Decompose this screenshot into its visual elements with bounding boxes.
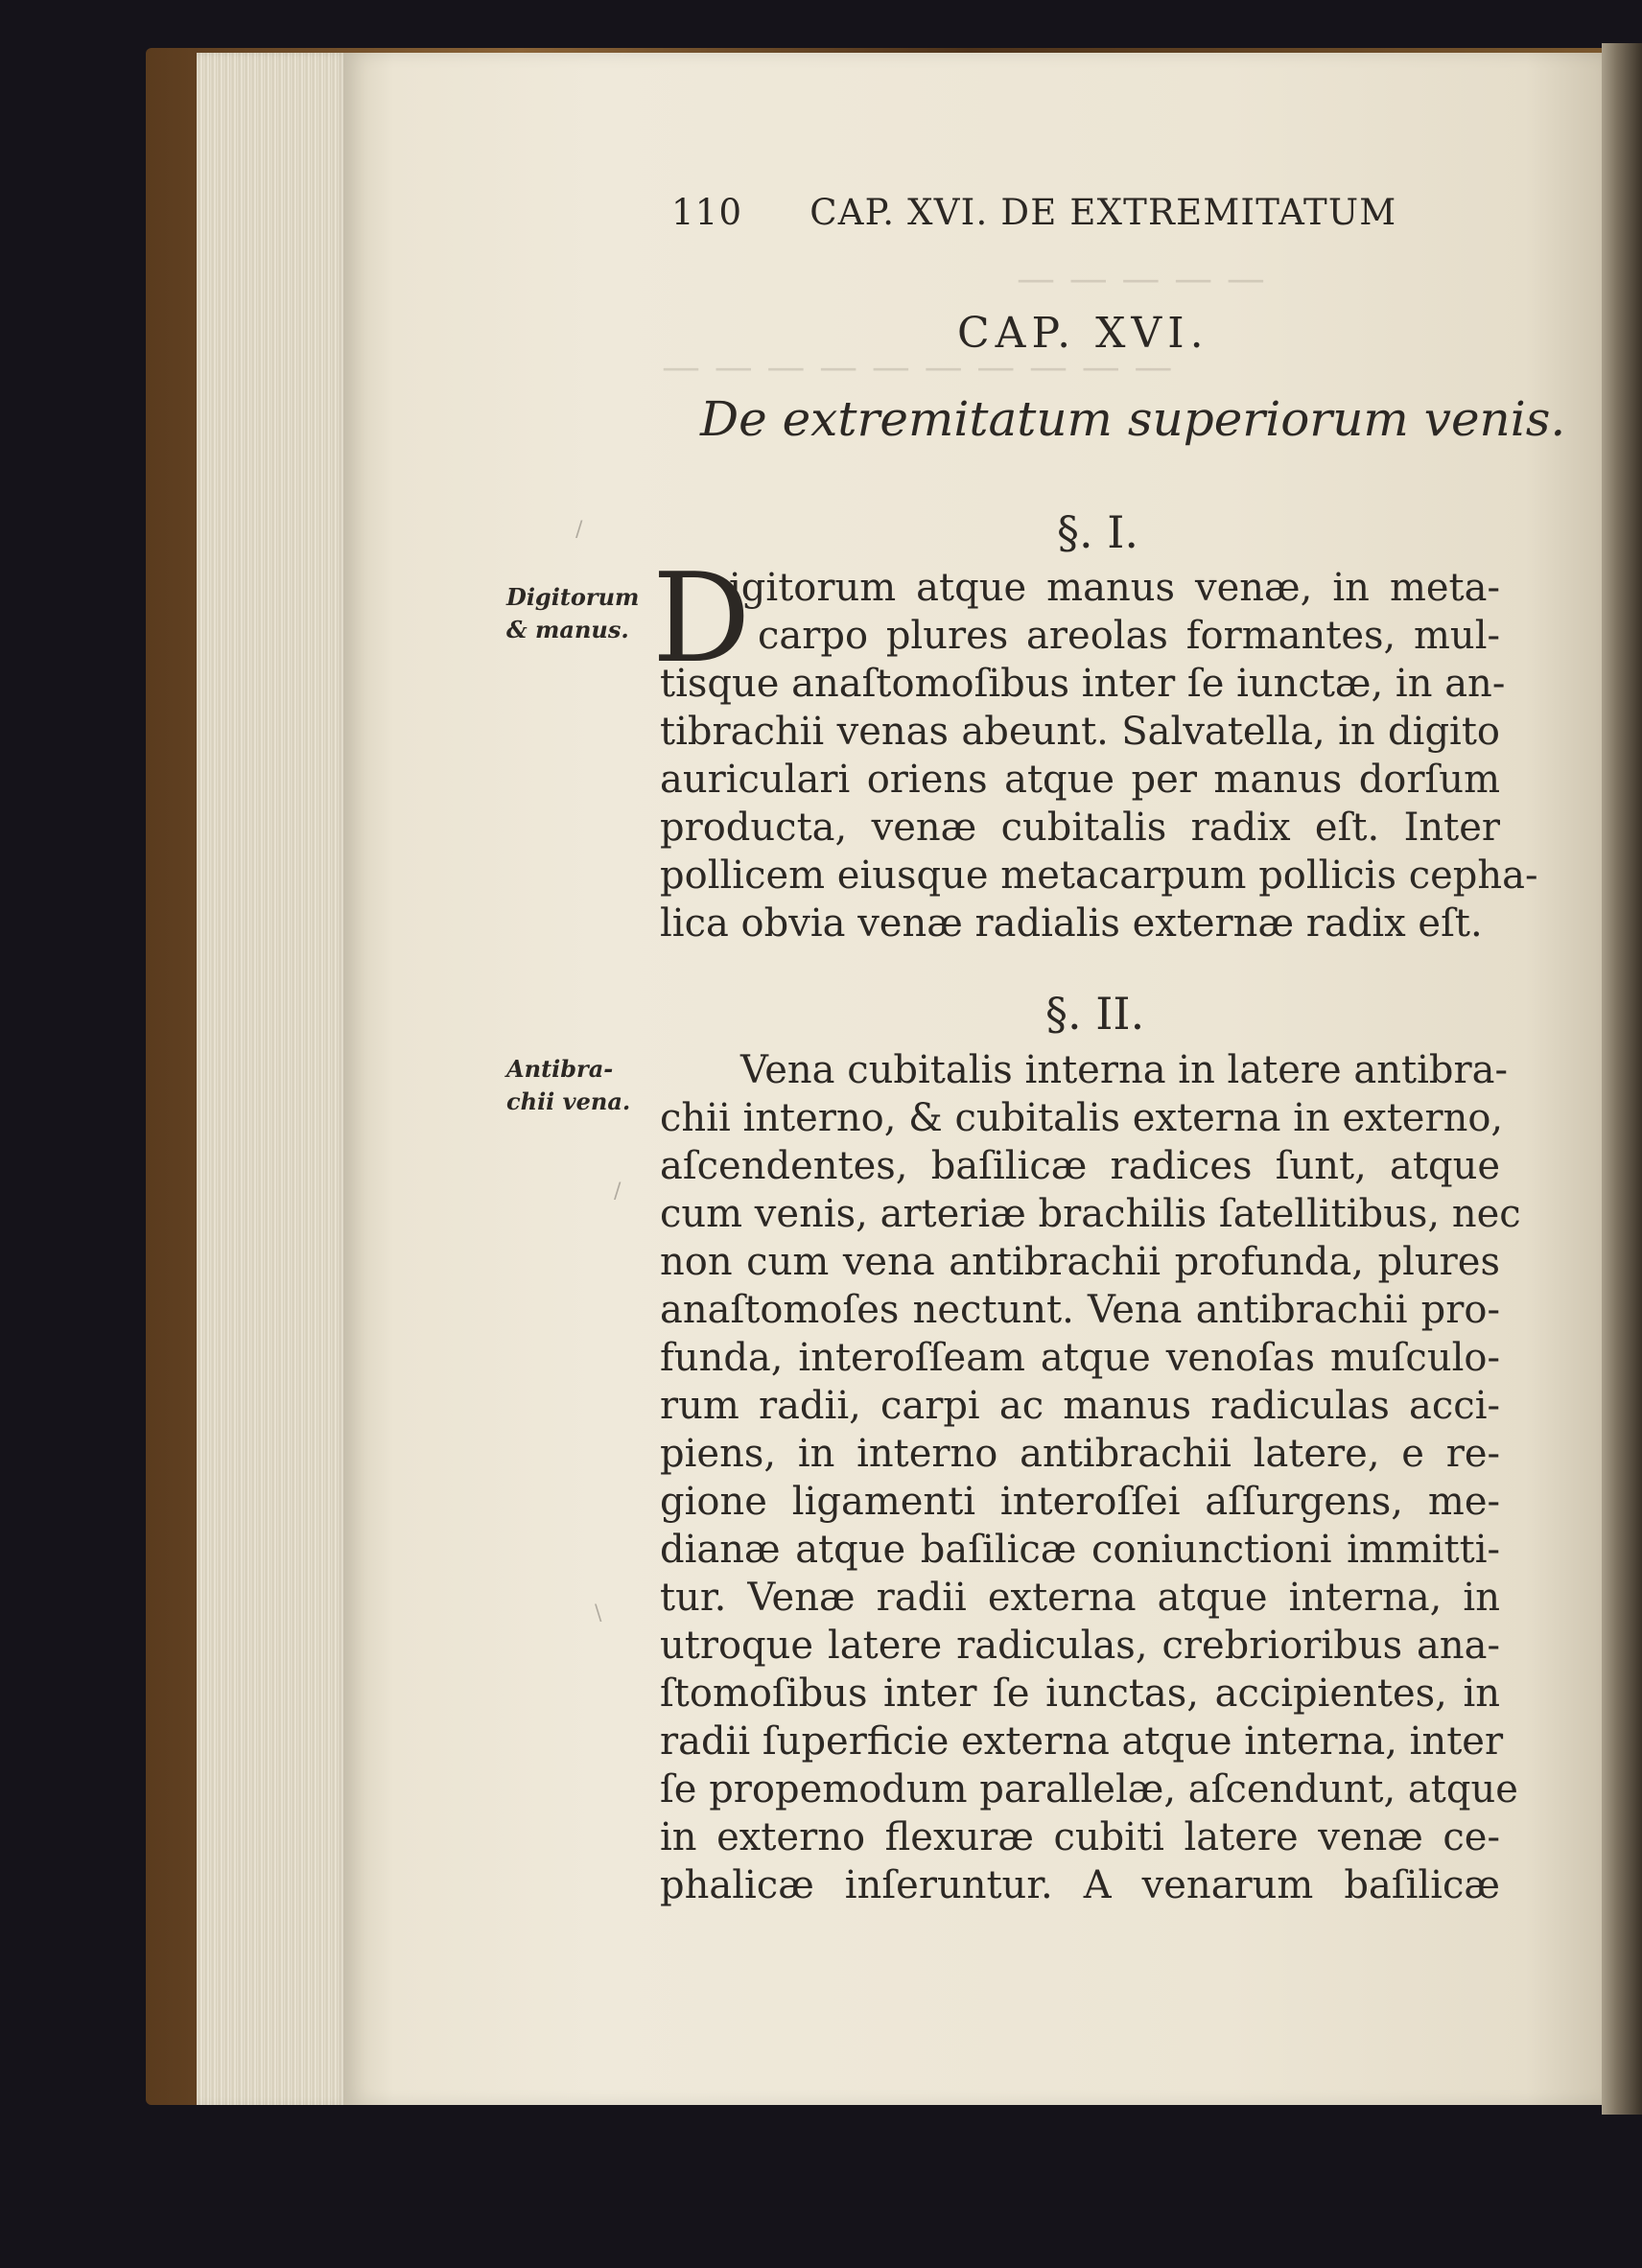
text-line: in externo flexuræ cubiti latere venæ ce- <box>660 1815 1500 1859</box>
text-line: chii interno, & cubitalis externa in externo, <box>660 1096 1504 1140</box>
section-mark-2: §. II. <box>1045 988 1145 1040</box>
text-line: tisque anaſtomoſibus inter ſe iunctæ, in an- <box>660 662 1506 706</box>
text-line: dianæ atque baſilicæ coniunctioni immitti- <box>660 1528 1500 1572</box>
text-line: auriculari oriens atque per manus dorſum <box>660 758 1500 802</box>
text-line: funda, interoſſeam atque venoſas muſculo- <box>660 1336 1500 1380</box>
paper-mark: / <box>614 1180 622 1204</box>
text-line: ſe propemodum parallelæ, aſcendunt, atque <box>660 1767 1518 1812</box>
text-line: aſcendentes, baſilicæ radices ſunt, atque <box>660 1144 1500 1188</box>
text-line: radii ſuperficie externa atque interna, inter <box>660 1719 1504 1764</box>
text-line: lica obvia venæ radialis externæ radix eſt. <box>660 901 1483 946</box>
facing-page-edge <box>1602 43 1642 2115</box>
text-line: rum radii, carpi ac manus radiculas acci- <box>660 1384 1500 1428</box>
text-line: Vena cubitalis interna in latere antibra- <box>740 1048 1508 1092</box>
text-line: piens, in interno antibrachii latere, e re- <box>660 1432 1500 1476</box>
text-line: tur. Venæ radii externa atque interna, in <box>660 1576 1500 1620</box>
text-line: producta, venæ cubitalis radix eſt. Inter <box>660 806 1500 850</box>
text-line: carpo plures areolas formantes, mul- <box>758 614 1500 658</box>
page-stack-edge <box>197 53 350 2105</box>
text-line: ſtomoſibus inter ſe iunctas, accipientes, in <box>660 1672 1500 1716</box>
running-title: CAP. XVI. DE EXTREMITATUM <box>809 192 1397 233</box>
bleed-through: — — — — — — — — — — <box>662 345 1174 389</box>
margin-note-1b: & manus. <box>506 616 629 643</box>
text-line: cum venis, arteriæ brachilis ſatellitibus, nec <box>660 1192 1521 1236</box>
text-line: anaſtomoſes nectunt. Vena antibrachii pro- <box>660 1288 1500 1332</box>
paper-mark: / <box>575 518 583 542</box>
margin-note-2a: Antibra- <box>506 1055 614 1083</box>
drop-cap: D <box>652 548 751 690</box>
text-line: non cum vena antibrachii profunda, plures <box>660 1240 1500 1284</box>
text-line: utroque latere radiculas, crebrioribus ana- <box>660 1624 1500 1668</box>
text-line: tibrachii venas abeunt. Salvatella, in digito <box>660 710 1500 754</box>
chapter-number: CAP. XVI. <box>957 309 1209 358</box>
section-mark-1: §. I. <box>1057 506 1139 558</box>
bleed-through: — — — — — <box>1017 257 1266 301</box>
margin-note-1a: Digitorum <box>506 583 640 611</box>
text-line: igitorum atque manus venæ, in meta- <box>729 566 1500 610</box>
paper-mark: \ <box>595 1602 602 1625</box>
text-line: gione ligamenti interoſſei aſſurgens, me- <box>660 1480 1500 1524</box>
text-line: phalicæ inſeruntur. A venarum baſilicæ <box>660 1863 1500 1907</box>
running-header <box>671 192 1396 233</box>
margin-note-2b: chii vena. <box>506 1087 631 1115</box>
page-number: 110 <box>671 192 743 233</box>
text-line: pollicem eiusque metacarpum pollicis cepha- <box>660 853 1538 898</box>
chapter-title: De extremitatum superiorum venis. <box>700 391 1566 447</box>
